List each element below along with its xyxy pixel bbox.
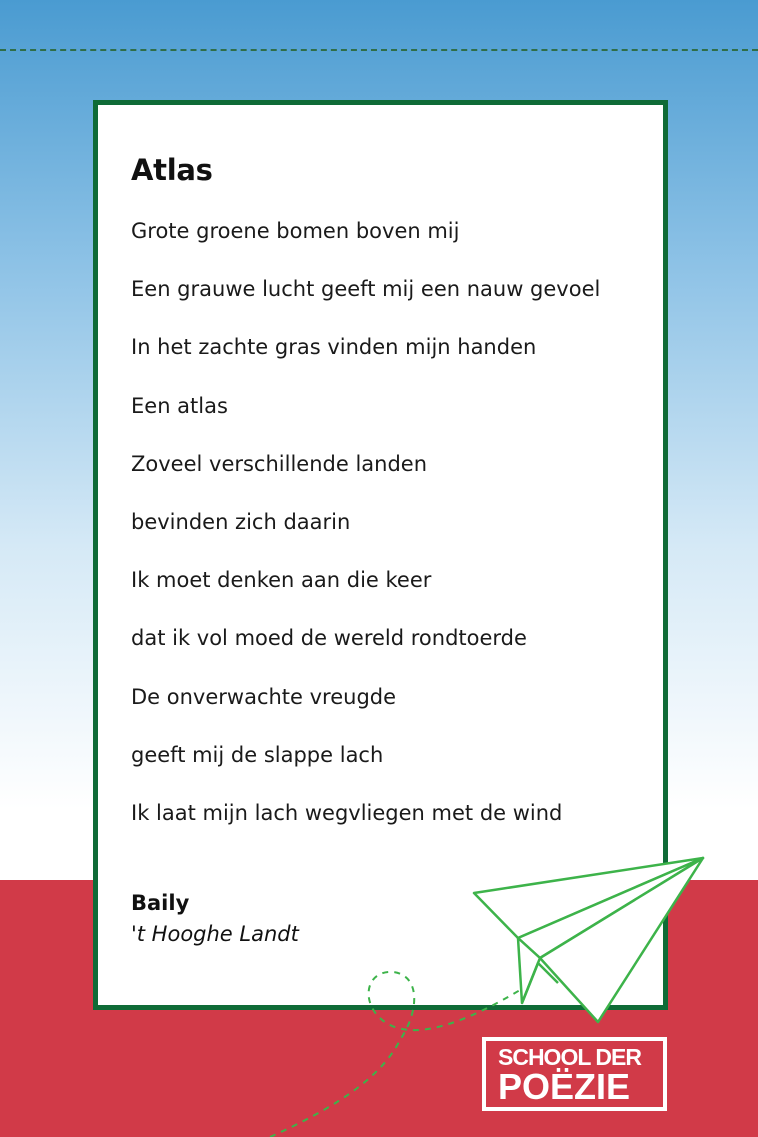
school-der-poezie-logo (482, 1037, 667, 1111)
poem-line: Ik laat mijn lach wegvliegen met de wind (131, 800, 563, 825)
poem-line: Ik moet denken aan die keer (131, 568, 432, 593)
poem-line: bevinden zich daarin (131, 509, 351, 534)
poem-line: Een grauwe lucht geeft mij een nauw gevoel (131, 277, 601, 302)
poem-line: In het zachte gras vinden mijn handen (131, 335, 537, 360)
poem-school: 't Hooghe Landt (131, 922, 299, 946)
poem-title: Atlas (131, 153, 213, 187)
poem-line: Een atlas (131, 393, 228, 418)
logo-line-2: POËZIE (498, 1066, 631, 1107)
poem-line: De onverwachte vreugde (131, 684, 397, 709)
poem-line: geeft mij de slappe lach (131, 742, 384, 767)
poem-line: Zoveel verschillende landen (131, 451, 428, 476)
logo-line-1: SCHOOL DER (498, 1044, 641, 1070)
poem-line: Grote groene bomen boven mij (131, 219, 460, 243)
poem-author: Baily (131, 891, 190, 915)
poem-line: dat ik vol moed de wereld rondtoerde (131, 626, 527, 651)
